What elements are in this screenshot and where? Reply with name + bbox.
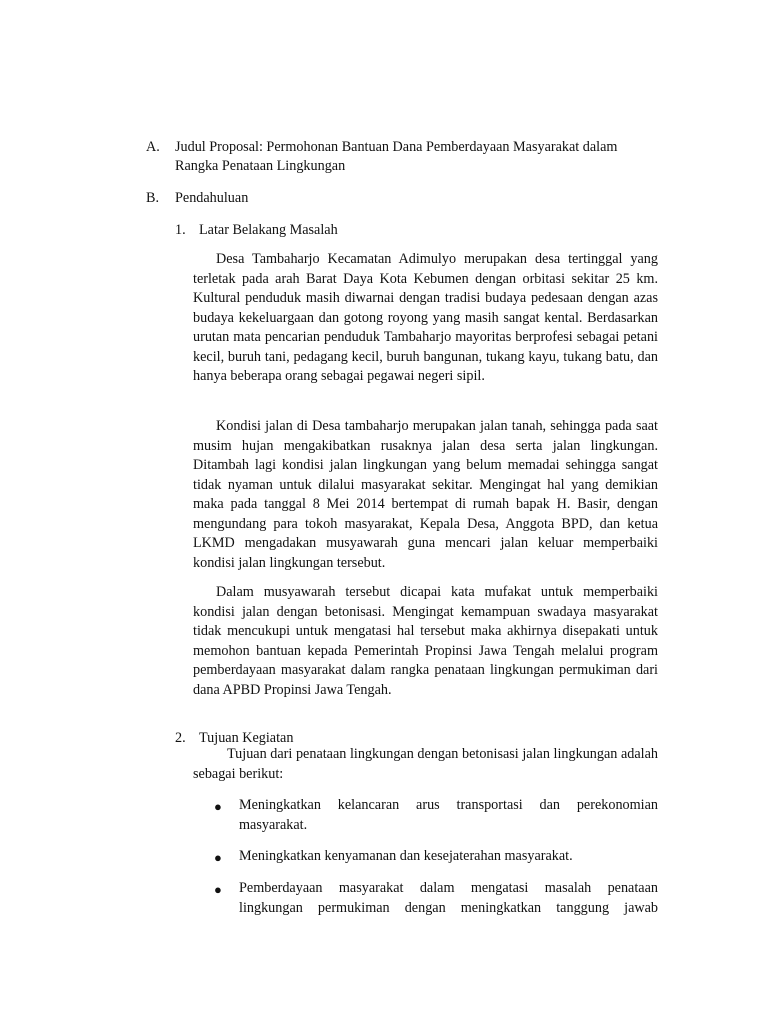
subsection-1-heading: Latar Belakang Masalah bbox=[199, 222, 338, 238]
proposal-title-line-2: Rangka Penataan Lingkungan bbox=[175, 158, 346, 174]
objective-item-1: Meningkatkan kelancaran arus transportasi dan perekonomian masyarakat. bbox=[239, 797, 658, 833]
objective-item-3: Pemberdayaan masyarakat dalam mengatasi masalah penataan lingkungan permukiman dengan meningkatkan tanggung jawab bbox=[239, 880, 658, 916]
objectives-intro: Tujuan dari penataan lingkungan dengan betonisasi jalan lingkungan adalah sebagai berikut: bbox=[193, 746, 658, 782]
subsection-2-heading: Tujuan Kegiatan bbox=[199, 730, 294, 746]
proposal-title-line-1: Judul Proposal: Permohonan Bantuan Dana Pemberdayaan Masyarakat dalam bbox=[175, 139, 618, 155]
bullet-marker: ● bbox=[214, 882, 222, 897]
section-b-heading: Pendahuluan bbox=[175, 190, 249, 206]
subsection-1-marker: 1. bbox=[175, 222, 186, 238]
bullet-marker: ● bbox=[214, 850, 222, 865]
background-paragraph-3: Dalam musyawarah tersebut dicapai kata mufakat untuk memperbaiki kondisi jalan dengan betonisasi. Mengingat kemampuan swadaya masyarakat tidak mencukupi untuk mengatasi hal tersebut maka akhirnya disepakati untuk memohon bantuan kepada Pemerintah Propinsi Jawa Tengah melalui program pemberdayaan masyarakat dalam rangka penataan lingkungan permukiman dari dana APBD Propinsi Jawa Tengah. bbox=[193, 584, 658, 698]
bullet-marker: ● bbox=[214, 799, 222, 814]
section-a-marker: A. bbox=[146, 139, 160, 155]
background-paragraph-1: Desa Tambaharjo Kecamatan Adimulyo merupakan desa tertinggal yang terletak pada arah Barat Daya Kota Kebumen dengan orbitasi sekitar 25 km. Kultural penduduk masih diwarnai dengan tradisi budaya pedesaan dengan azas budaya kekeluargaan dan gotong royong yang masih sangat kental. Berdasarkan urutan mata pencarian penduduk Tambaharjo mayoritas berprofesi sebagai petani kecil, buruh tani, pedagang kecil, buruh bangunan, tukang kayu, tukang batu, dan hanya beberapa orang sebagai pegawai negeri sipil. bbox=[193, 251, 658, 384]
objective-item-2: Meningkatkan kenyamanan dan kesejaterahan masyarakat. bbox=[239, 848, 573, 864]
background-paragraph-2: Kondisi jalan di Desa tambaharjo merupakan jalan tanah, sehingga pada saat musim hujan mengakibatkan rusaknya jalan desa serta jalan lingkungan. Ditambah lagi kondisi jalan lingkungan yang belum memadai sehingga sangat tidak nyaman untuk dilalui masyarakat sekitar. Mengingat hal yang demikian maka pada tanggal 8 Mei 2014 bertempat di rumah bapak H. Basir, dengan mengundang para tokoh masyarakat, Kepala Desa, Anggota BPD, dan ketua LKMD mengadakan musyawarah guna mencari jalan keluar memperbaiki kondisi jalan lingkungan tersebut. bbox=[193, 418, 658, 571]
subsection-2-marker: 2. bbox=[175, 730, 186, 746]
section-b-marker: B. bbox=[146, 190, 160, 206]
